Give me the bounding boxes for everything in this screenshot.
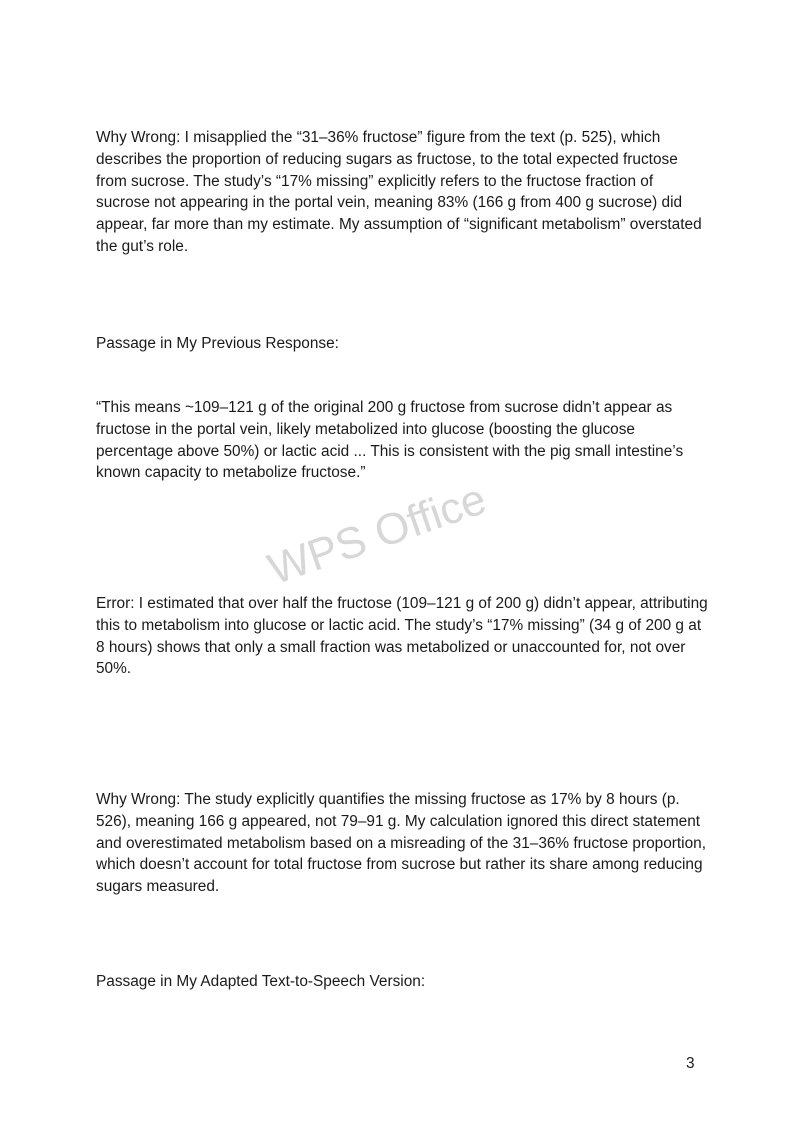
paragraph-why-wrong-2: Why Wrong: The study explicitly quantifies the missing fructose as 17% by 8 hours (p. 526), meaning 166 g appeared, not 79–91 g. My calculation ignored this direct statement and overestimated metabolism based on a misreading of the 31–36% fructose proportion, which doesn’t account for total fructose from sucrose but rather its share among reducing sugars measured. <box>96 791 706 896</box>
paragraph-error: Error: I estimated that over half the fructose (109–121 g of 200 g) didn’t appear, attributing this to metabolism into glucose or lactic acid. The study’s “17% missing” (34 g of 200 g at 8 hours) shows that only a small fraction was metabolized or unaccounted for, not over 50%. <box>96 595 708 678</box>
paragraph-why-wrong-1: Why Wrong: I misapplied the “31–36% fructose” figure from the text (p. 525), which describes the proportion of reducing sugars as fructose, to the total expected fructose from sucrose. The study’s “17% missing” explicitly refers to the fructose fraction of sucrose not appearing in the portal vein, meaning 83% (166 g from 400 g sucrose) did appear, far more than my estimate. My assumption of “significant metabolism” overstated the gut’s role. <box>96 129 702 255</box>
page-number: 3 <box>686 1055 695 1072</box>
paragraph-previous-response-heading: Passage in My Previous Response: <box>96 335 339 352</box>
paragraph-tts-heading: Passage in My Adapted Text-to-Speech Version: <box>96 973 426 990</box>
wps-office-watermark: WPS Office <box>262 474 493 595</box>
paragraph-quoted-passage: “This means ~109–121 g of the original 200 g fructose from sucrose didn’t appear as fructose in the portal vein, likely metabolized into glucose (boosting the glucose percentage above 50%) or lactic acid ... This is consistent with the pig small intestine’s known capacity to metabolize fructose.” <box>96 399 684 482</box>
